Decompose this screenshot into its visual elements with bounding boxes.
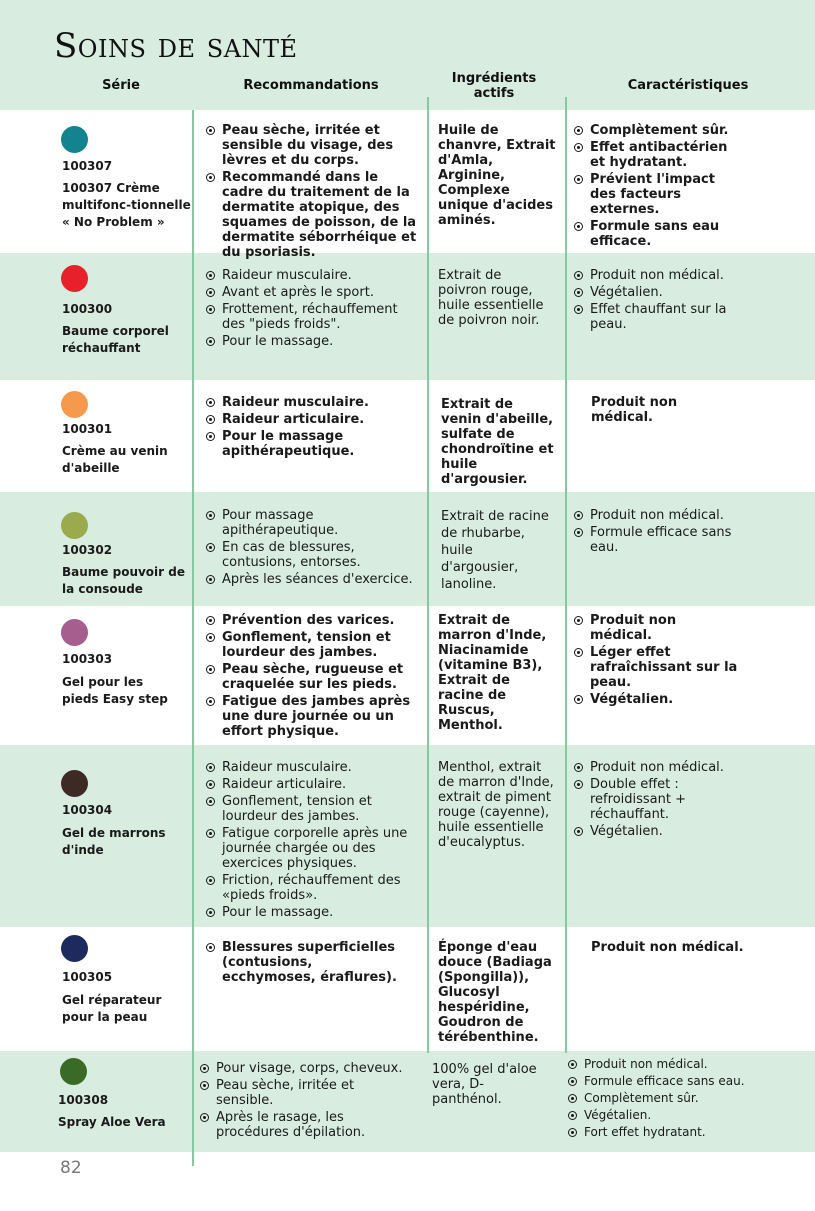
list-item: Produit non médical.	[567, 1057, 767, 1072]
list-item: Fort effet hydratant.	[567, 1125, 767, 1140]
list-item: Produit non médical.	[573, 508, 748, 523]
color-swatch	[60, 1058, 87, 1085]
ingredients-text: Extrait de poivron rouge, huile essentielle de poivron noir.	[438, 268, 544, 328]
list-item: Formule efficace sans eau.	[573, 525, 748, 555]
list-item: Pour massage apithérapeutique.	[205, 508, 415, 538]
list-item: Complètement sûr.	[567, 1091, 767, 1106]
list-item: Produit non médical.	[573, 760, 743, 775]
product-name: Gel pour les pieds Easy step	[62, 675, 168, 706]
product-code: 100307	[62, 159, 113, 173]
list-item: Fatigue des jambes après une dure journée ou un effort physique.	[205, 694, 421, 739]
list-item: Après le rasage, les procédures d'épilation.	[199, 1110, 414, 1140]
characteristics-list	[567, 1057, 767, 1142]
ingredients-text: Extrait de venin d'abeille, sulfate de chondroïtine et huile d'argousier.	[441, 397, 554, 487]
characteristics-list	[573, 268, 743, 334]
list-item: Pour visage, corps, cheveux.	[199, 1061, 414, 1076]
page-number: 82	[60, 1158, 82, 1178]
recommendations-list	[205, 940, 405, 987]
product-name: 100307 Crème multifonc-tionnelle « No Problem »	[62, 181, 191, 229]
list-item: Formule efficace sans eau.	[567, 1074, 767, 1089]
recommendations-list	[205, 268, 417, 351]
list-item: Raideur articulaire.	[205, 412, 410, 427]
column-header-ingredients-line1: Ingrédients	[451, 71, 537, 86]
ingredients-text: Extrait de racine de rhubarbe, huile d'argousier, lanoline.	[441, 509, 549, 592]
list-item: Effet chauffant sur la peau.	[573, 302, 743, 332]
product-code: 100305	[62, 970, 113, 984]
list-item: Gonflement, tension et lourdeur des jambes.	[205, 630, 421, 660]
characteristics-list	[573, 613, 738, 709]
column-header-caracteristiques: Caractéristiques	[627, 78, 749, 93]
characteristics-text: Produit non médical.	[591, 940, 744, 955]
list-item: Frottement, réchauffement des "pieds froids".	[205, 302, 417, 332]
column-header-serie: Série	[102, 78, 140, 93]
list-item: Peau sèche, irritée et sensible du visage, des lèvres et du corps.	[205, 123, 421, 168]
list-item: En cas de blessures, contusions, entorses.	[205, 540, 415, 570]
list-item: Double effet : refroidissant + réchauffant.	[573, 777, 743, 822]
product-name: Baume pouvoir de la consoude	[62, 565, 185, 596]
recommendations-list	[205, 613, 421, 741]
list-item: Raideur articulaire.	[205, 777, 417, 792]
color-swatch	[61, 935, 88, 962]
list-item: Végétalien.	[573, 285, 743, 300]
list-item: Végétalien.	[573, 824, 743, 839]
ingredients-text: Huile de chanvre, Extrait d'Amla, Arginine, Complexe unique d'acides aminés.	[438, 123, 556, 228]
list-item: Gonflement, tension et lourdeur des jambes.	[205, 794, 417, 824]
list-item: Recommandé dans le cadre du traitement de la dermatite atopique, des squames de poisson, de la dermatite séborrhéique et du psoriasis.	[205, 170, 421, 260]
list-item: Effet antibactérien et hydratant.	[573, 140, 738, 170]
list-item: Raideur musculaire.	[205, 395, 410, 410]
list-item: Peau sèche, rugueuse et craquelée sur les pieds.	[205, 662, 421, 692]
list-item: Raideur musculaire.	[205, 268, 417, 283]
characteristics-text: Produit non médical.	[591, 395, 678, 425]
color-swatch	[61, 391, 88, 418]
list-item: Prévient l'impact des facteurs externes.	[573, 172, 738, 217]
characteristics-list	[573, 508, 748, 557]
ingredients-text: Menthol, extrait de marron d'Inde, extrait de piment rouge (cayenne), huile essentielle d'eucalyptus.	[438, 760, 554, 850]
list-item: Léger effet rafraîchissant sur la peau.	[573, 645, 738, 690]
list-item: Produit non médical.	[573, 268, 743, 283]
product-code: 100302	[62, 543, 113, 557]
product-code: 100304	[62, 803, 113, 817]
color-swatch	[61, 770, 88, 797]
characteristics-list	[573, 123, 738, 251]
product-code: 100301	[62, 422, 113, 436]
recommendations-list	[205, 508, 415, 589]
list-item: Végétalien.	[567, 1108, 767, 1123]
list-item: Pour le massage.	[205, 905, 417, 920]
product-name: Crème au venin d'abeille	[62, 444, 168, 475]
list-item: Avant et après le sport.	[205, 285, 417, 300]
list-item: Complètement sûr.	[573, 123, 738, 138]
product-name: Spray Aloe Vera	[58, 1115, 166, 1129]
product-name: Baume corporel réchauffant	[62, 324, 169, 355]
recommendations-list	[199, 1061, 414, 1142]
list-item: Pour le massage.	[205, 334, 417, 349]
recommendations-list	[205, 760, 417, 922]
color-swatch	[61, 619, 88, 646]
page-title: Soins de santé	[54, 26, 298, 66]
list-item: Peau sèche, irritée et sensible.	[199, 1078, 414, 1108]
recommendations-list	[205, 395, 410, 461]
product-name: Gel de marrons d'inde	[62, 826, 166, 857]
list-item: Après les séances d'exercice.	[205, 572, 415, 587]
column-header-ingredients-line2: actifs	[473, 86, 515, 101]
column-divider	[565, 97, 567, 1053]
ingredients-text: Extrait de marron d'Inde, Niacinamide (vitamine B3), Extrait de racine de Ruscus, Menthol.	[438, 613, 547, 733]
column-header-recommandations: Recommandations	[243, 78, 379, 93]
recommendations-list	[205, 123, 421, 262]
color-swatch	[61, 126, 88, 153]
list-item: Blessures superficielles (contusions, ecchymoses, éraflures).	[205, 940, 405, 985]
product-name: Gel réparateur pour la peau	[62, 993, 162, 1024]
product-code: 100300	[62, 302, 113, 316]
ingredients-text: Éponge d'eau douce (Badiaga (Spongilla)), Glucosyl hespéridine, Goudron de térébenthine.	[438, 940, 552, 1045]
column-header-ingredients	[430, 71, 558, 101]
list-item: Pour le massage apithérapeutique.	[205, 429, 410, 459]
list-item: Formule sans eau efficace.	[573, 219, 738, 249]
list-item: Raideur musculaire.	[205, 760, 417, 775]
column-divider	[427, 97, 429, 1053]
color-swatch	[61, 265, 88, 292]
color-swatch	[61, 512, 88, 539]
list-item: Produit non médical.	[573, 613, 738, 643]
list-item: Végétalien.	[573, 692, 738, 707]
characteristics-list	[573, 760, 743, 841]
product-code: 100308	[58, 1093, 109, 1107]
list-item: Fatigue corporelle après une journée chargée ou des exercices physiques.	[205, 826, 417, 871]
ingredients-text: 100% gel d'aloe vera, D-panthénol.	[432, 1062, 537, 1107]
list-item: Prévention des varices.	[205, 613, 421, 628]
list-item: Friction, réchauffement des «pieds froids».	[205, 873, 417, 903]
product-code: 100303	[62, 652, 113, 666]
